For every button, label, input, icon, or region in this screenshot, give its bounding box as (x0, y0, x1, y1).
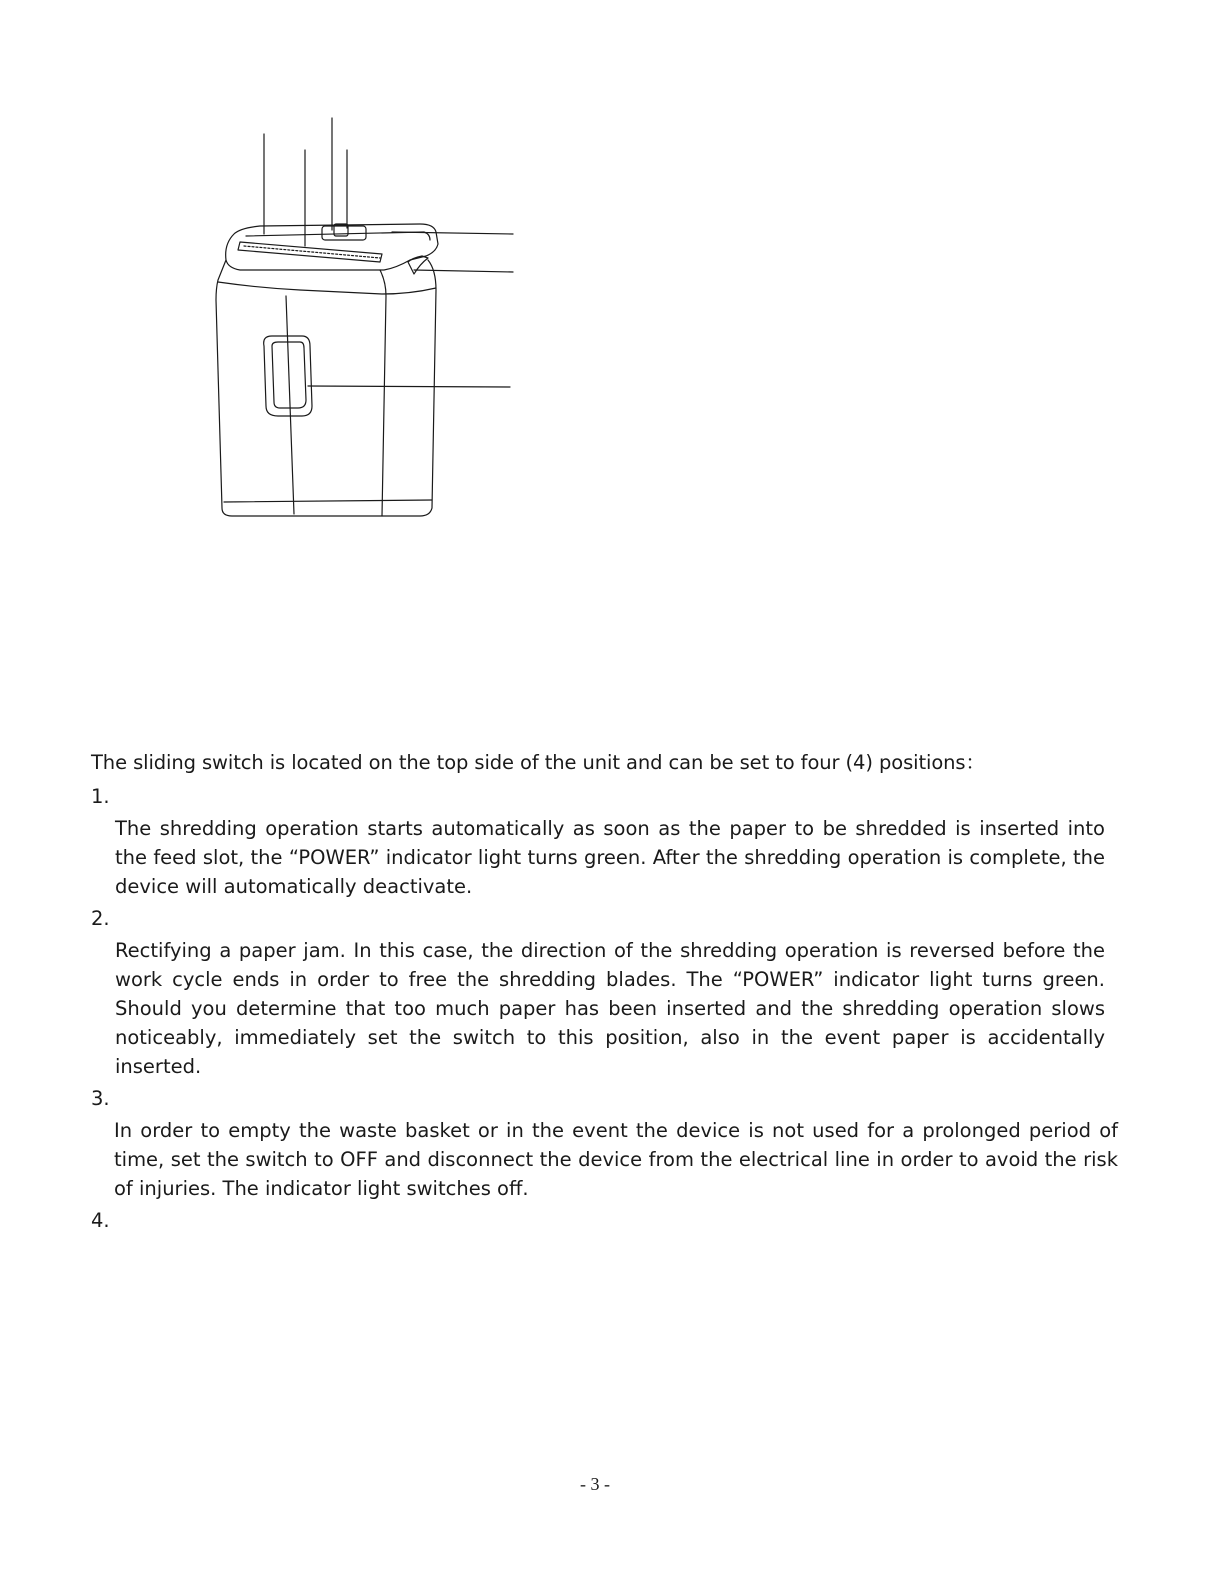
shredder-body (216, 260, 436, 516)
switch-positions-list (91, 782, 1121, 1235)
list-item (91, 904, 1121, 1081)
page-number: - 3 - (580, 1474, 610, 1494)
list-item (91, 782, 1121, 901)
list-item-number: 3. (91, 1087, 110, 1110)
list-item-description: Rectifying a paper jam. In this case, the direction of the shredding operation is reversed before the work cycle ends in order to free the shredding blades. The “POWER” indicator light turns green. Should you determine that too much paper has been inserted and the shredding operation slows noticeably, immediately set the switch to this position, also in the event paper is accidentally inserted. (115, 939, 1105, 1078)
shredder-diagram (200, 110, 530, 530)
callout-line-7 (308, 386, 510, 387)
list-item-description: In order to empty the waste basket or in the event the device is not used for a prolonged period of time, set the switch to OFF and disconnect the device from the electrical line in order to avoid the risk of injuries. The indicator light switches off. (114, 1119, 1118, 1200)
list-item (91, 1084, 1121, 1203)
list-item-number: 1. (91, 785, 110, 808)
list-item-number: 4. (91, 1209, 110, 1232)
callout-line-6 (414, 270, 513, 272)
list-item (91, 1206, 1121, 1235)
list-item-description: The shredding operation starts automatically as soon as the paper to be shredded is inserted into the feed slot, the “POWER” indicator light turns green. After the shredding operation is complete, the device will automatically deactivate. (115, 817, 1105, 898)
intro-paragraph: The sliding switch is located on the top side of the unit and can be set to four (4) positions： (91, 751, 985, 774)
list-item-number: 2. (91, 907, 110, 930)
